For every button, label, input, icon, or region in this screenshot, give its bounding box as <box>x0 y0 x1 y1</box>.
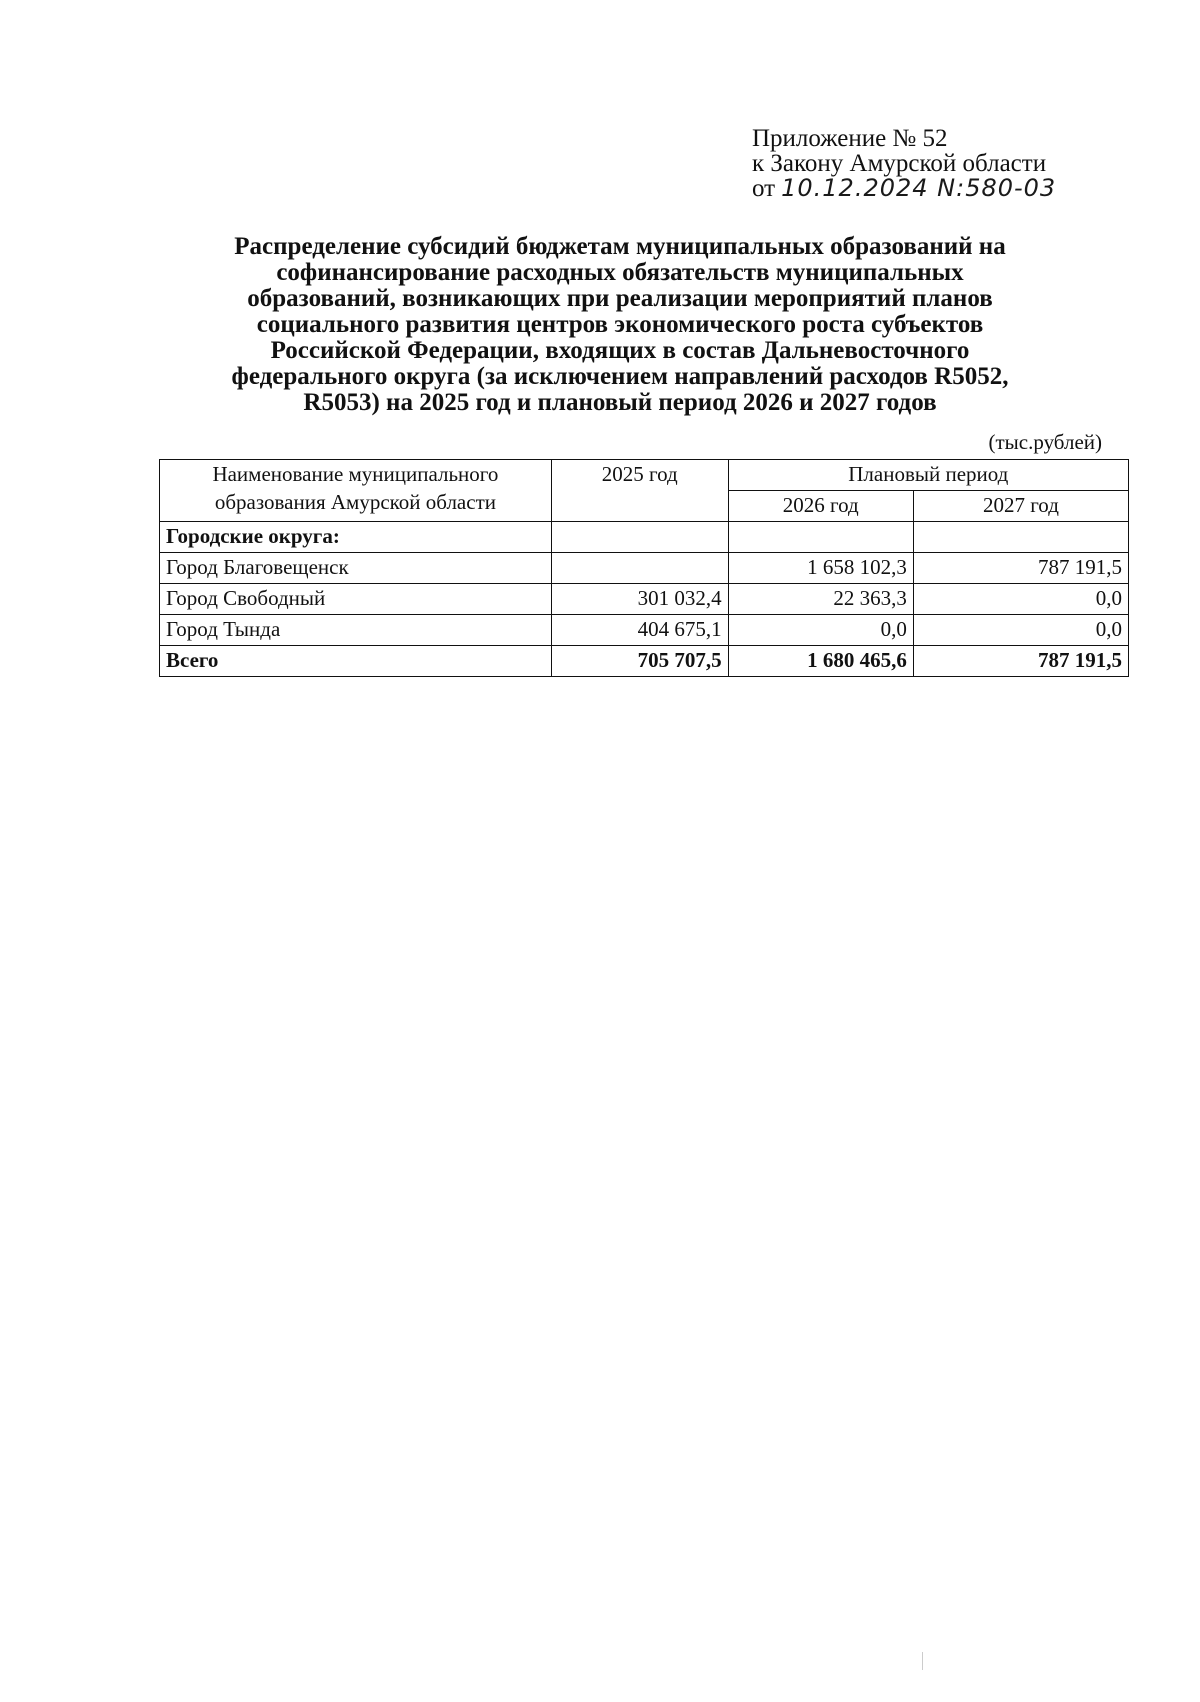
table-row <box>160 584 1129 615</box>
appendix-law-reference: к Закону Амурской области <box>752 150 1047 177</box>
scan-artifact-mark <box>922 1652 923 1670</box>
appendix-date-line <box>752 176 1056 201</box>
header-year-2026: 2026 год <box>728 491 913 522</box>
row-value-2027: 787 191,5 <box>913 553 1128 584</box>
row-value-2026: 22 363,3 <box>728 584 913 615</box>
total-value-2025: 705 707,5 <box>551 646 728 677</box>
empty-cell <box>913 522 1128 553</box>
row-value-2026: 0,0 <box>728 615 913 646</box>
appendix-reference <box>752 126 1056 201</box>
total-value-2027: 787 191,5 <box>913 646 1128 677</box>
total-row <box>160 646 1129 677</box>
appendix-number: Приложение № 52 <box>752 125 948 152</box>
row-name: Город Свободный <box>160 584 552 615</box>
table-row <box>160 553 1129 584</box>
title-line: софинансирование расходных обязательств муниципальных <box>276 259 964 286</box>
units-label: (тыс.рублей) <box>988 430 1102 454</box>
row-value-2025: 404 675,1 <box>551 615 728 646</box>
row-value-2025: 301 032,4 <box>551 584 728 615</box>
header-year-2025: 2025 год <box>551 460 728 522</box>
header-municipality-name: Наименование муниципального образования Амурской области <box>160 460 552 522</box>
row-value-2027: 0,0 <box>913 615 1128 646</box>
subsidy-table <box>159 459 1129 677</box>
header-planned-period: Плановый период <box>728 460 1128 491</box>
handwritten-date-number: 10.12.2024 N:580-03 <box>781 174 1057 202</box>
title-line: федерального округа (за исключением направлений расходов R5052, <box>231 363 1009 390</box>
empty-cell <box>728 522 913 553</box>
section-label: Городские округа: <box>160 522 552 553</box>
title-line: социального развития центров экономического роста субъектов <box>256 311 984 338</box>
row-value-2025 <box>551 553 728 584</box>
total-value-2026: 1 680 465,6 <box>728 646 913 677</box>
title-line: Российской Федерации, входящих в состав Дальневосточного <box>270 337 970 364</box>
table-row <box>160 615 1129 646</box>
title-line: R5053) на 2025 год и плановый период 2026 и 2027 годов <box>303 389 937 416</box>
empty-cell <box>551 522 728 553</box>
row-value-2026: 1 658 102,3 <box>728 553 913 584</box>
section-row <box>160 522 1129 553</box>
row-value-2027: 0,0 <box>913 584 1128 615</box>
row-name: Город Тында <box>160 615 552 646</box>
table-header-row <box>160 460 1129 491</box>
appendix-date-prefix: от <box>752 175 776 202</box>
header-year-2027: 2027 год <box>913 491 1128 522</box>
total-label: Всего <box>160 646 552 677</box>
row-name: Город Благовещенск <box>160 553 552 584</box>
document-title <box>170 234 1070 416</box>
title-line: Распределение субсидий бюджетам муниципальных образований на <box>234 233 1006 260</box>
title-line: образований, возникающих при реализации мероприятий планов <box>247 285 993 312</box>
